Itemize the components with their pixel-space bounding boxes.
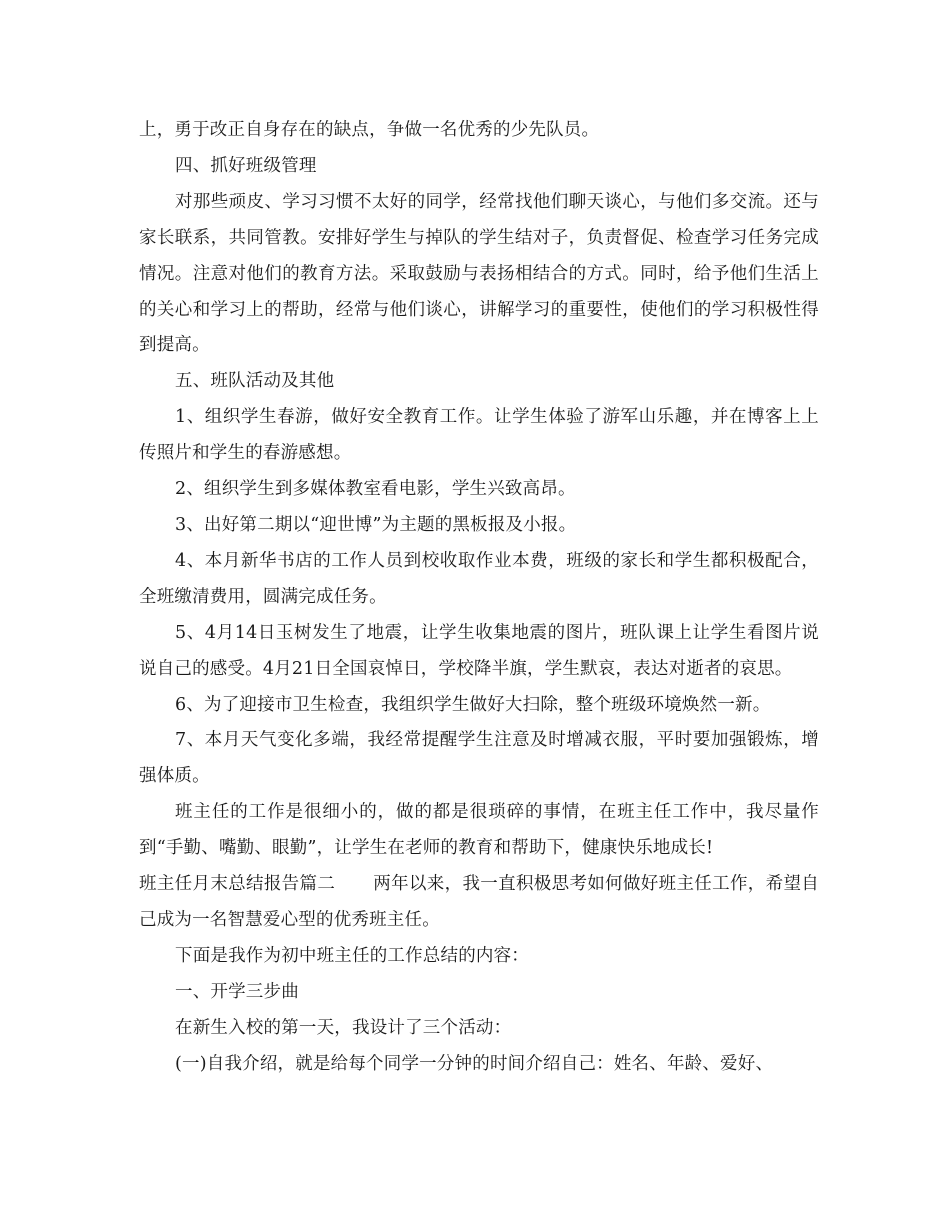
paragraph-self-intro: (一)自我介绍，就是给每个同学一分钟的时间介绍自己：姓名、年龄、爱好、 xyxy=(175,1053,774,1074)
paragraph-report-two xyxy=(139,867,819,939)
list-item-cleanup: 6、为了迎接市卫生检查，我组织学生做好大扫除，整个班级环境焕然一新。 xyxy=(175,694,771,715)
list-item-spring-outing: 1、组织学生春游，做好安全教育工作。让学生体验了游军山乐趣，并在博客上上传照片和学生的春游感想。 xyxy=(139,407,819,464)
paragraph-continuation: 上，勇于改正自身存在的缺点，争做一名优秀的少先队员。 xyxy=(139,120,600,140)
list-item-weather: 7、本月天气变化多端，我经常提醒学生注意及时增减衣服，平时要加强锻炼，增强体质。 xyxy=(139,730,819,787)
list-item-fees: 4、本月新华书店的工作人员到校收取作业本费，班级的家长和学生都积极配合，全班缴清费用，圆满完成任务。 xyxy=(139,550,819,607)
section-heading-three-steps: 一、开学三步曲 xyxy=(175,981,299,1002)
paragraph-summary-intro: 下面是我作为初中班主任的工作总结的内容： xyxy=(175,945,529,966)
report-two-heading: 班主任月末总结报告篇二 xyxy=(139,874,336,895)
section-heading-class-management: 四、抓好班级管理 xyxy=(175,155,317,176)
document-body xyxy=(139,113,819,1082)
section-heading-activities: 五、班队活动及其他 xyxy=(175,371,335,392)
paragraph-class-management: 对那些顽皮、学习习惯不太好的同学，经常找他们聊天谈心，与他们多交流。还与家长联系，共同管教。安排好学生与掉队的学生结对子，负责督促、检查学习任务完成情况。注意对他们的教育方法。采取鼓励与表扬相结合的方式。同时，给予他们生活上的关心和学习上的帮助，经常与他们谈心，讲解学习的重要性，使他们的学习积极性得到提高。 xyxy=(139,191,819,356)
list-item-movie: 2、组织学生到多媒体教室看电影，学生兴致高昂。 xyxy=(175,479,576,500)
report-two-intro: 两年以来，我一直积极思考如何做好班主任工作，希望自己成为一名智慧爱心型的优秀班主任。 xyxy=(139,874,820,930)
paragraph-first-day: 在新生入校的第一天，我设计了三个活动： xyxy=(175,1017,512,1038)
list-item-earthquake: 5、4月14日玉树发生了地震，让学生收集地震的图片，班队课上让学生看图片说说自己的感受。4月21日全国哀悼日，学校降半旗，学生默哀，表达对逝者的哀思。 xyxy=(139,622,819,679)
list-item-blackboard: 3、出好第二期以“迎世博”为主题的黑板报及小报。 xyxy=(175,514,577,535)
paragraph-conclusion: 班主任的工作是很细小的，做的都是很琐碎的事情，在班主任工作中，我尽量作到“手勤、嘴勤、眼勤”，让学生在老师的教育和帮助下，健康快乐地成长! xyxy=(139,802,819,859)
